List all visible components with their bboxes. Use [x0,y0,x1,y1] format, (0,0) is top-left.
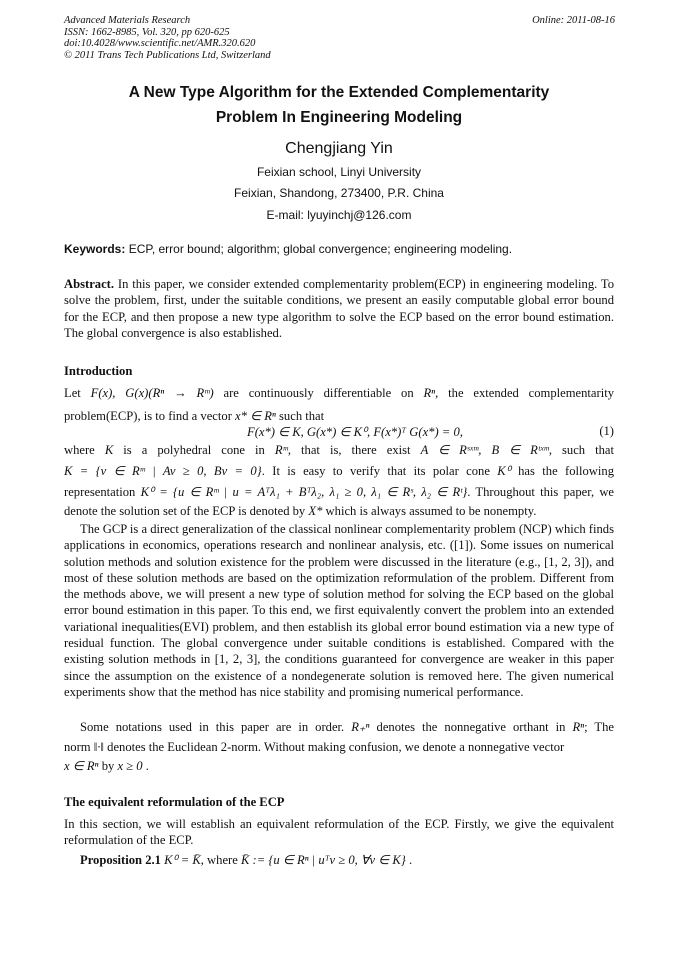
section2-heading: The equivalent reformulation of the ECP [64,795,285,809]
equation-body: F(x*) ∈ K, G(x*) ∈ K⁰, F(x*)ᵀ G(x*) = 0, [247,425,463,439]
journal-name: Advanced Materials Research [64,15,191,26]
affiliation-line-1: Feixian school, Linyi University [256,165,422,179]
proposition-2-1 [64,852,614,868]
author-email: E-mail: lyuyinchj@126.com [266,208,412,222]
intro-line-1 [64,386,614,401]
math-expression: K⁰ = {u ∈ Rᵐ | u = Aᵀλ₁ + Bᵀλ₂, λ₁ ≥ 0, λ₁ ∈ Rˢ, λ₂ ∈ Rᵗ} [140,485,468,499]
math-expression: F(x), G(x)(Rⁿ → Rᵐ) [90,386,214,400]
math-expression: ‖·‖ [93,740,104,754]
math-expression: X* [308,504,323,518]
intro-text: representation [64,485,136,499]
intro-text: where [64,443,95,457]
doi-line: doi:10.4028/www.scientific.net/AMR.320.620 [64,38,256,49]
keywords-text: ECP, error bound; algorithm; global convergence; engineering modeling. [128,242,513,256]
notation-line-1 [64,719,614,735]
math-expression: x* ∈ Rⁿ [235,409,276,423]
intro-text: , such that [548,443,615,457]
notation-line-3 [64,758,614,774]
proposition-text: . [409,853,413,867]
intro-text: are continuously differentiable on [223,386,414,400]
gcp-text: The GCP is a direct generalization of the classical nonlinear complementarity problem (NCP) which finds applications in economics, operations research and nonlinear analysis, etc. ([1]). Some issues on numerical solution methods and solution existence for the problem were discussed in the literature (e.g., [1, 2, 3]), and most of these solution methods are based on the optimization reformulation of the problem. Different from the methods above, we will present a new type of solution method for solving the ECP based on the global error bound estimation in this paper. To this end, we first equivalently convert the problem into an extended variational inequalities(EVI) problem, and then establish its global error bound estimation via a new type of residual function. The global convergence under suitable conditions is established. Compared with the existing solution methods in [1, 2, 3], the conditions guaranteed for convergence are weaker in this paper since the assumption on the existence of a nondegenerate solution is removed here. The given numerical experiments show that the method has nice stability and promising numerical performance. [64,522,614,699]
intro-text: denote the solution set of the ECP is denoted by [64,504,306,518]
intro-text: . Throughout this paper, we [467,485,615,499]
math-expression: x ∈ Rⁿ [64,759,99,773]
intro-line-7 [64,504,614,519]
notation-text: Some notations used in this paper are in order. [80,720,345,734]
section2-paragraph: In this section, we will establish an equivalent reformulation of the ECP. Firstly, we give the equivalent reformulation of the ECP. [64,817,614,848]
keywords-label: Keywords: [64,242,126,256]
notation-text: by [101,759,115,773]
math-expression: K⁰ [497,464,511,478]
math-expression: Rᵐ [274,443,288,457]
title-line-1: A New Type Algorithm for the Extended Complementarity [128,84,550,101]
intro-text: such that [279,409,325,423]
math-expression: Rⁿ [572,720,585,734]
math-expression: K̄ := {u ∈ Rⁿ | uᵀv ≥ 0, ∀v ∈ K} [240,853,406,867]
abstract-text: In this paper, we consider extended complementarity problem(ECP) in engineering modeling. To solve the problem, first, under the suitable conditions, we present an easily computable global error bound for the ECP, and then propose a new type algorithm to solve the ECP based on the error bound estimation. The global convergence is also established. [64,277,614,340]
intro-text: has the following [518,464,614,478]
introduction-heading: Introduction [64,364,133,378]
intro-line-2 [64,408,614,424]
proposition-text: , where [200,853,238,867]
online-date: Online: 2011-08-16 [532,15,615,26]
notation-text: norm [64,740,91,754]
abstract [64,276,614,341]
journal-header [64,15,271,61]
keywords [64,242,616,256]
intro-text: problem(ECP), is to find a vector [64,409,232,423]
author-name: Chengjiang Yin [285,140,393,157]
intro-line-4 [64,442,614,458]
intro-text: is a polyhedral cone in [123,443,265,457]
copyright-line: © 2011 Trans Tech Publications Ltd, Switzerland [64,49,271,61]
title-line-2: Problem In Engineering Modeling [215,109,463,126]
intro-line-5 [64,463,614,479]
math-expression: R₊ⁿ [351,720,370,734]
paper-title [64,80,614,130]
intro-text: , the extended complementarity [435,386,614,400]
intro-line-6 [64,484,614,500]
affiliation-line-2: Feixian, Shandong, 273400, P.R. China [234,186,444,200]
intro-text: . It is easy to verify that its polar cone [261,464,490,478]
intro-text: which is always assumed to be nonempty. [325,504,537,518]
notation-line-2 [64,740,614,755]
notation-text: ; The [584,720,615,734]
equation-1 [64,424,614,440]
math-expression: K⁰ = K̄ [164,853,201,867]
math-expression: A ∈ Rˢˣᵐ, B ∈ Rᵗˣᵐ [420,443,549,457]
math-expression: Rⁿ [423,386,436,400]
gcp-paragraph [64,521,614,700]
proposition-label: Proposition 2.1 [80,853,161,867]
intro-text: Let [64,386,81,400]
equation-number: (1) [599,424,614,438]
abstract-label: Abstract. [64,277,115,291]
notation-text: denotes the nonnegative orthant in [376,720,566,734]
notation-text: . [145,759,149,773]
math-expression: K [104,443,114,457]
math-expression: K = {v ∈ Rᵐ | Av ≥ 0, Bv = 0} [64,464,262,478]
notation-text: denotes the Euclidean 2-norm. Without making confusion, we denote a nonnegative vector [107,740,565,754]
intro-text: , that is, there exist [287,443,411,457]
issn-line: ISSN: 1662-8985, Vol. 320, pp 620-625 [64,26,230,38]
math-expression: x ≥ 0 [117,759,143,773]
